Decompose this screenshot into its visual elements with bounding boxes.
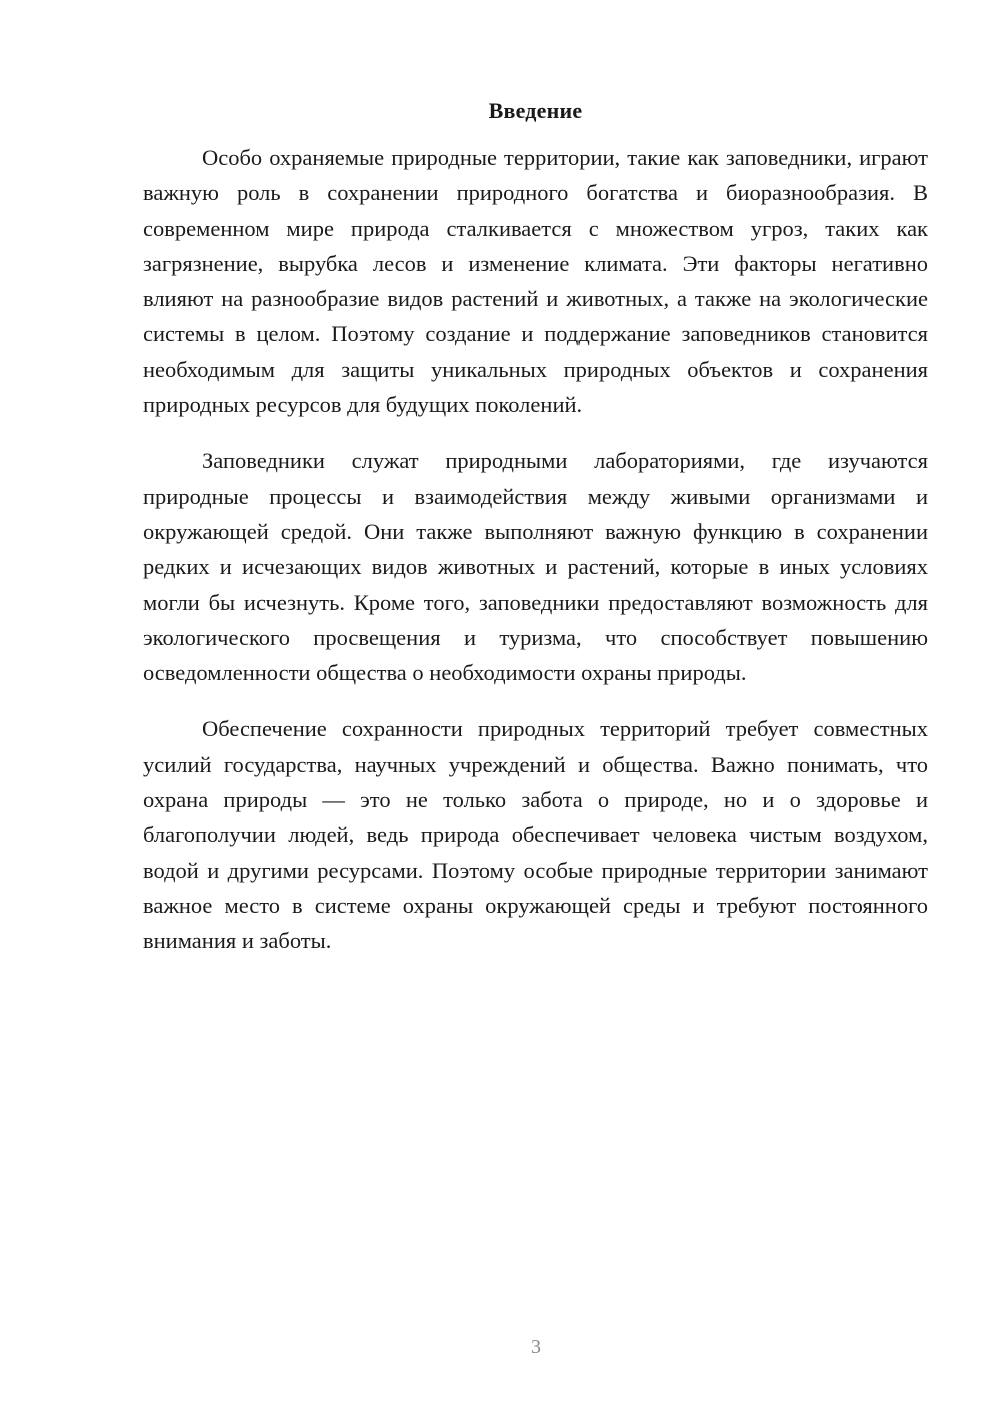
page-content (143, 96, 928, 959)
paragraph-3: Обеспечение сохранности природных территорий требует совместных усилий государства, научных учреждений и общества. Важно понимать, что охрана природы — это не только забота о природе, но и о здоровье и благополучии людей, ведь природа обеспечивает человека чистым воздухом, водой и другими ресурсами. Поэтому особые природные территории занимают важное место в системе охраны окружающей среды и требуют постоянного внимания и заботы. (143, 716, 928, 954)
paragraph-1: Особо охраняемые природные территории, такие как заповедники, играют важную роль в сохранении природного богатства и биоразнообразия. В современном мире природа сталкивается с множеством угроз, таких как загрязнение, вырубка лесов и изменение климата. Эти факторы негативно влияют на разнообразие видов растений и животных, а также на экологические системы в целом. Поэтому создание и поддержание заповедников становится необходимым для защиты уникальных природных объектов и сохранения природных ресурсов для будущих поколений. (143, 145, 928, 418)
paragraph-2: Заповедники служат природными лабораториями, где изучаются природные процессы и взаимодействия между живыми организмами и окружающей средой. Они также выполняют важную функцию в сохранении редких и исчезающих видов животных и растений, которые в иных условиях могли бы исчезнуть. Кроме того, заповедники предоставляют возможность для экологического просвещения и туризма, что способствует повышению осведомленности общества о необходимости охраны природы. (143, 448, 928, 686)
section-title: Введение (488, 98, 583, 123)
page-number: 3 (531, 1336, 541, 1358)
